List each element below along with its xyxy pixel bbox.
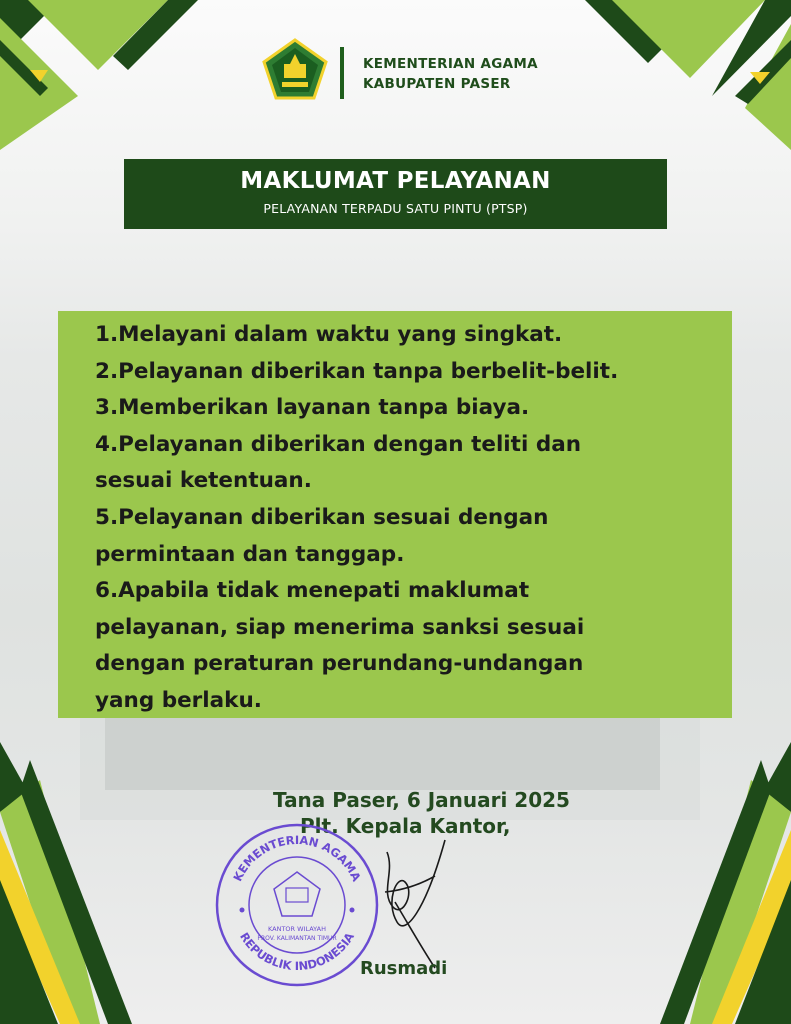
list-line: sesuai ketentuan. xyxy=(95,468,312,494)
page-title: MAKLUMAT PELAYANAN xyxy=(240,168,551,194)
list-line: permintaan dan tanggap. xyxy=(95,541,405,567)
list-item xyxy=(95,500,695,573)
stamp-top-text: KEMENTERIAN AGAMA xyxy=(230,832,364,884)
list-item xyxy=(95,427,695,500)
list-line: 3.Memberikan layanan tanpa biaya. xyxy=(95,395,530,421)
list-item xyxy=(95,573,695,719)
list-line: 5.Pelayanan diberikan sesuai dengan xyxy=(95,504,549,530)
signer-role: Plt. Kepala Kantor, xyxy=(300,814,511,838)
page-subtitle: PELAYANAN TERPADU SATU PINTU (PTSP) xyxy=(263,201,528,216)
list-item xyxy=(95,390,695,427)
list-item xyxy=(95,317,695,354)
list-line: pelayanan, siap menerima sanksi sesuai xyxy=(95,614,585,640)
place-date: Tana Paser, 6 Januari 2025 xyxy=(273,788,570,812)
list-line: yang berlaku. xyxy=(95,687,262,713)
list-line: 2.Pelayanan diberikan tanpa berbelit-belit. xyxy=(95,358,619,384)
list-line: dengan peraturan perundang-undangan xyxy=(95,651,584,677)
stamp-inner-line1: KANTOR WILAYAH xyxy=(268,925,326,933)
signer-name: Rusmadi xyxy=(360,958,448,979)
list-item xyxy=(95,354,695,391)
title-banner xyxy=(124,159,667,229)
org-name-line2: KABUPATEN PASER xyxy=(363,76,511,92)
official-stamp xyxy=(214,822,380,988)
header-divider xyxy=(340,47,344,99)
list-line: 4.Pelayanan diberikan dengan teliti dan xyxy=(95,431,582,457)
stamp-inner-line2: PROV. KALIMANTAN TIMUR xyxy=(257,935,337,942)
handwritten-signature xyxy=(375,832,455,972)
commitment-list xyxy=(95,317,695,720)
service-commitment-box xyxy=(58,311,732,718)
list-line: 6.Apabila tidak menepati maklumat xyxy=(95,578,530,604)
stamp-bottom-text: REPUBLIK INDONESIA xyxy=(237,929,357,974)
list-line: 1.Melayani dalam waktu yang singkat. xyxy=(95,322,563,347)
kemenag-logo xyxy=(262,38,328,100)
header xyxy=(262,38,582,102)
org-name-line1: KEMENTERIAN AGAMA xyxy=(363,56,538,72)
